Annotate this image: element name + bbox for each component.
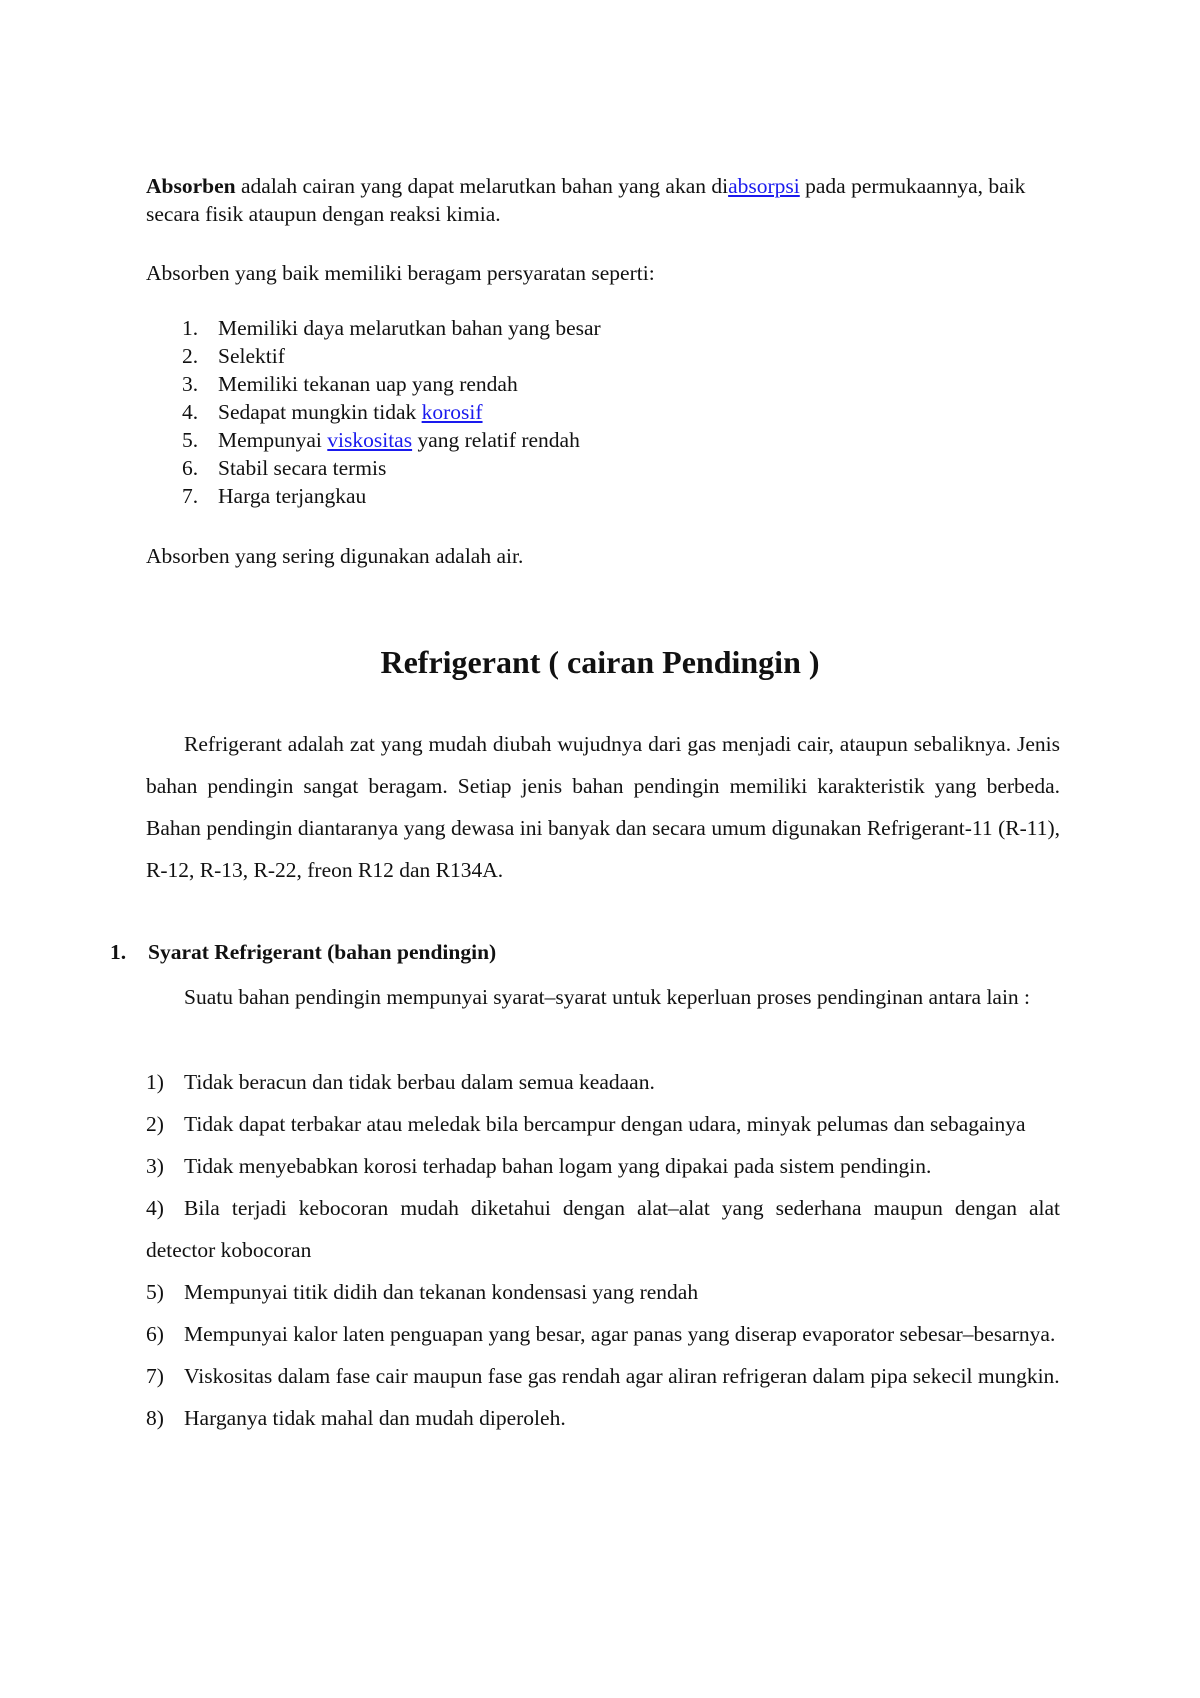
list-item <box>146 1397 1060 1439</box>
list-item <box>146 314 1060 342</box>
definition-text-a: adalah cairan yang dapat melarutkan bahan yang akan di <box>235 174 729 198</box>
item-text: Bila terjadi kebocoran mudah diketahui dengan alat–alat yang sederhana maupun dengan alat detector kobocoran <box>146 1196 1060 1262</box>
item-number: 1) <box>146 1070 164 1094</box>
list-text: Memiliki daya melarutkan bahan yang besar <box>218 316 601 340</box>
item-number: 2) <box>146 1112 164 1136</box>
absorpsi-link[interactable]: absorpsi <box>728 174 800 198</box>
item-text: Tidak beracun dan tidak berbau dalam semua keadaan. <box>184 1070 655 1094</box>
list-item <box>146 426 1060 454</box>
section-title: Refrigerant ( cairan Pendingin ) <box>380 644 820 680</box>
absorben-definition <box>146 172 1060 228</box>
list-item <box>146 1313 1060 1355</box>
item-number: 6) <box>146 1322 164 1346</box>
list-item <box>146 1145 1060 1187</box>
viskositas-link[interactable]: viskositas <box>327 428 413 452</box>
korosif-link[interactable]: korosif <box>421 400 483 424</box>
list-item <box>146 482 1060 510</box>
list-number: 1. <box>182 316 199 340</box>
item-text: Viskositas dalam fase cair maupun fase gas rendah agar aliran refrigeran dalam pipa sekecil mungkin. <box>184 1364 1060 1388</box>
list-text <box>218 426 580 454</box>
list-number: 4. <box>182 400 199 424</box>
item-number: 8) <box>146 1406 164 1430</box>
item-number: 7) <box>146 1364 164 1388</box>
list-item <box>146 1271 1060 1313</box>
heading-text: Syarat Refrigerant (bahan pendingin) <box>148 940 497 964</box>
list-number: 5. <box>182 428 199 452</box>
list-number: 3. <box>182 372 199 396</box>
list-number: 2. <box>182 344 199 368</box>
list-text-post: yang relatif rendah <box>412 428 580 452</box>
subsection-heading <box>110 938 496 966</box>
list-item <box>146 1061 1060 1103</box>
requirements-list <box>146 314 1060 510</box>
item-text: Tidak menyebabkan korosi terhadap bahan logam yang dipakai pada sistem pendingin. <box>184 1154 932 1178</box>
list-item <box>146 370 1060 398</box>
list-number: 6. <box>182 456 199 480</box>
common-absorben: Absorben yang sering digunakan adalah air. <box>146 544 524 568</box>
syarat-list <box>146 1061 1060 1439</box>
absorben-term: Absorben <box>146 174 236 198</box>
list-text: Selektif <box>218 344 285 368</box>
list-item <box>146 1103 1060 1145</box>
heading-number: 1. <box>110 940 127 964</box>
item-number: 5) <box>146 1280 164 1304</box>
list-item <box>146 1355 1060 1397</box>
item-text: Mempunyai titik didih dan tekanan kondensasi yang rendah <box>184 1280 699 1304</box>
list-text-pre: Sedapat mungkin tidak <box>218 400 422 424</box>
list-text: Stabil secara termis <box>218 456 387 480</box>
list-text <box>218 398 483 426</box>
item-text: Harganya tidak mahal dan mudah diperoleh. <box>184 1406 566 1430</box>
list-item <box>146 1187 1060 1271</box>
list-item <box>146 342 1060 370</box>
item-text: Mempunyai kalor laten penguapan yang besar, agar panas yang diserap evaporator sebesar–besarnya. <box>184 1322 1056 1346</box>
item-number: 3) <box>146 1154 164 1178</box>
item-text: Tidak dapat terbakar atau meledak bila bercampur dengan udara, minyak pelumas dan sebagainya <box>184 1112 1026 1136</box>
list-text-pre: Mempunyai <box>218 428 328 452</box>
list-number: 7. <box>182 484 199 508</box>
refrigerant-paragraph: Refrigerant adalah zat yang mudah diubah wujudnya dari gas menjadi cair, ataupun sebaliknya. Jenis bahan pendingin sangat beragam. Setiap jenis bahan pendingin memiliki karakteristik yang berbeda. Bahan pendingin diantaranya yang dewasa ini banyak dan secara umum digunakan Refrigerant-11 (R-11), R-12, R-13, R-22, freon R12 dan R134A. <box>146 732 1060 882</box>
syarat-intro: Suatu bahan pendingin mempunyai syarat–syarat untuk keperluan proses pendinginan antara lain : <box>184 985 1031 1009</box>
definition-text-b: pada permukaannya, baik secara fisik ataupun dengan reaksi kimia. <box>146 174 1026 226</box>
list-item <box>146 454 1060 482</box>
list-item <box>146 398 1060 426</box>
item-number: 4) <box>146 1196 164 1220</box>
list-text: Harga terjangkau <box>218 484 367 508</box>
list-text: Memiliki tekanan uap yang rendah <box>218 372 518 396</box>
requirements-intro: Absorben yang baik memiliki beragam persyaratan seperti: <box>146 261 655 285</box>
